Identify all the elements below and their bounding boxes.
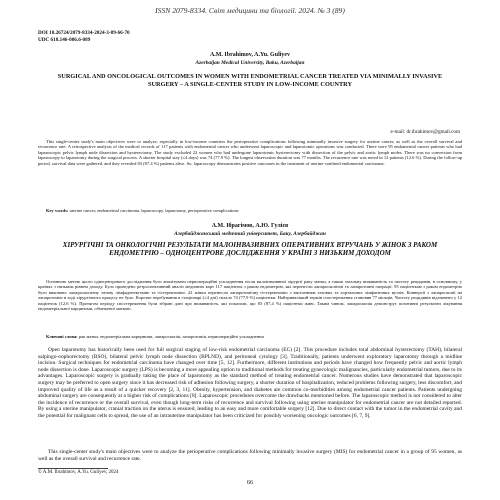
abstract-en: This single-center study's main objectives were to analyze, especially in low-income countries the perioperative complications following minimally invasive surgery for uterine cancer, as well as the overall survival and recurrence rate. A retrospective analysis of the medical records of 117 patients with endometrial cancer who underwent laparoscopic and laparotomic operations was conducted. There were 95 endometrial cancer patients who had laparoscopic pelvic lymph node dissection and hysterectomy. The study excluded 22 women who had undergone laparotomic hysterectomy with dissection of the pelvic and aortic lymph nodes. There was no conversion from laparoscopy to laparotomy during the surgical process. A shorter hospital stay (≤4 days) was 74 (77.9 %). The longest observation duration was 77 months. The recurrence rate was noted in 12 patients (12.6 %). During the follow-up period, survival data were gathered, and they revealed 83 (87.4 %) patients alive. So, laparoscopy demonstrates positive outcomes in the treatment of uterine-confined endometrial carcinoma. bbox=[38, 139, 462, 166]
body-paragraph-2: This single-center study's main objectives were to analyze the perioperative complications following minimally invasive surgery (MIS) for endometrial cancer in a group of 95 women, as well as the overall survival and recurrence rate. bbox=[38, 449, 462, 462]
copyright: © A.M. Ibrahimov, A.Yu. Guliyev, 2024 bbox=[38, 470, 119, 475]
running-head: ISSN 2079-8334. Світ медицини та біології. 2024. № 3 (89) bbox=[155, 6, 345, 15]
doi-block bbox=[38, 30, 130, 43]
udc: UDC 618.146-006.6-089 bbox=[38, 36, 91, 43]
article-title-en: SURGICAL AND ONCOLOGICAL OUTCOMES IN WOMEN WITH ENDOMETRIAL CANCER TREATED VIA MINIMALLY INVASIVE SURGERY – A SINGLE-CENTER STUDY IN LOW-INCOME COUNTRY bbox=[57, 73, 443, 88]
abstract-ua: Основною метою цього одноцентрового дослідження було аналізувати периопераційні ускладнення після малоінвазивної хірургії раку матки, а також загальну виживаність та частоту рецидивів, в основному, у країнах з низьким рівнем доходу. Було проведено ретроспективний аналіз медичних карт 117 пацієнток з раком ендометрію, які перенесли лапароскопічні та лапаротомні операції. 95 пацієнткам з раком ендометрію було виконано лапароскопічну тазову лімфаденектомію та гістеректомію. 22 жінки перенесли лапаротомічну гістеректомію з висіченням тазових та аортальних лімфатичних вузлів. Конверсії з лапароскопії на лапаротомію в ході хірургічного процесу не було. Коротке перебування в стаціонарі (≤4 дні) склало 74 (77,9 %) пацієнтки. Найтриваліший термін спостереження становив 77 місяців. Частоту рецидивів відзначено у 12 пацієнток (12,6 %). Протягом періоду спостереження були зібрані дані про виживаність, які показали, що 83 (87,4 %) пацієнтки живі. Таким чином, лапароскопія демонструє позитивні результати лікування ендометріальної карциноми, обмеженої маткою. bbox=[38, 279, 462, 312]
affiliation-en: Azerbaijan Medical University, Baku, Azerbaijan bbox=[195, 60, 305, 66]
keywords-label-en: Key words: bbox=[46, 208, 69, 213]
article-title-ua: ХІРУРГІЧНІ ТА ОНКОЛОГІЧНІ РЕЗУЛЬТАТИ МАЛОІНВАЗИВНИХ ОПЕРАТИВНИХ ВТРУЧАНЬ У ЖІНОК З РАКОМ ЕНДОМЕТРІЮ – ОДНОЦЕНТРОВЕ ДОСЛІДЖЕННЯ У КРАЇНІ З НИЗЬКИМ ДОХОДОМ bbox=[62, 241, 438, 258]
page-number: 66 bbox=[246, 479, 254, 486]
body-paragraph-1: Open laparotomy has historically been used for full surgical staging of low-risk endometrial carcinoma (EC) [2]. This procedure includes total abdominal hysterectomy (TAH), bilateral salpingo-oophorectomy (BSO), bilateral pelvic lymph node dissection (BPLND), and peritoneal cytology [3]. Traditionally, patients underwent exploratory laparotomy through a midline incision. Surgical techniques for endometrial carcinoma have changed over time [5, 12]. Furthermore, different institutions and periods have changed how frequently pelvic and aortic lymph node dissection is done. Laparoscopic surgery (LPS) is becoming a more appealing option to traditional methods for treating gynecologic malignancies, particularly endometrial tumors, due to its advantages. Laparoscopic surgery is gradually taking the place of laparotomy as the standard method of treating endometrial cancer. Numerous studies have demonstrated that laparoscopic surgery may be preferred to open surgery since it has decreased risk of adhesion following surgery, a shorter duration of hospitalization, reduced problems following surgery, less discomfort, and improved quality of life as a result of a quicker recovery [2, 3, 11]. Obesity, hypertension, and diabetes are common co-morbidities among endometrial cancer patients. Patients undergoing abdominal surgery are consequently at a higher risk of complications [8]. Laparoscopic procedures overcome the drawbacks mentioned before. The laparoscopic method is not considered to alter the incidence of recurrence or the overall survival, even though long-term risks of recurrence and survival following using uterine manipulator for endometrial cancer are not detailed reported. By using a uterine manipulator, cranial traction on the uterus is ensured, leading to an easy and more comfortable surgery [12]. Due to direct contact with the tumor in the endometrial cavity and the potential for malignant cells to spread, the use of an intrauterine manipulator has been criticized for possibly worsening oncologic outcomes [6, 7, 9]. bbox=[38, 347, 462, 419]
doi: DOI 10.26724/2079-8334-2024-3-89-66-70 bbox=[38, 30, 130, 36]
keywords-label-ua: Ключові слова: bbox=[46, 334, 78, 339]
keywords-ua bbox=[46, 334, 462, 339]
authors-en: A.M. Ibrahimov, A.Yu. Guliyev bbox=[209, 52, 291, 58]
footnote-divider bbox=[38, 468, 108, 469]
contact-email: e-mail: dr.ibrahimov@gmail.com bbox=[390, 129, 460, 135]
affiliation-ua: Азербайджанський медичний університет, Баку, Азербайджан bbox=[174, 231, 326, 237]
keywords-text-en: uterine cancer, endometrial carcinoma, laparoscopy, laparotomy, perioperative complications bbox=[69, 208, 239, 213]
authors-ua: А.М. Ібрагімов, А.Ю. Гулієв bbox=[211, 223, 289, 229]
keywords-en bbox=[46, 208, 462, 213]
keywords-text-ua: рак матки, ендометріальна карцинома, лапароскопія, лапаротомія, периопераційні ускладнення bbox=[78, 334, 264, 339]
